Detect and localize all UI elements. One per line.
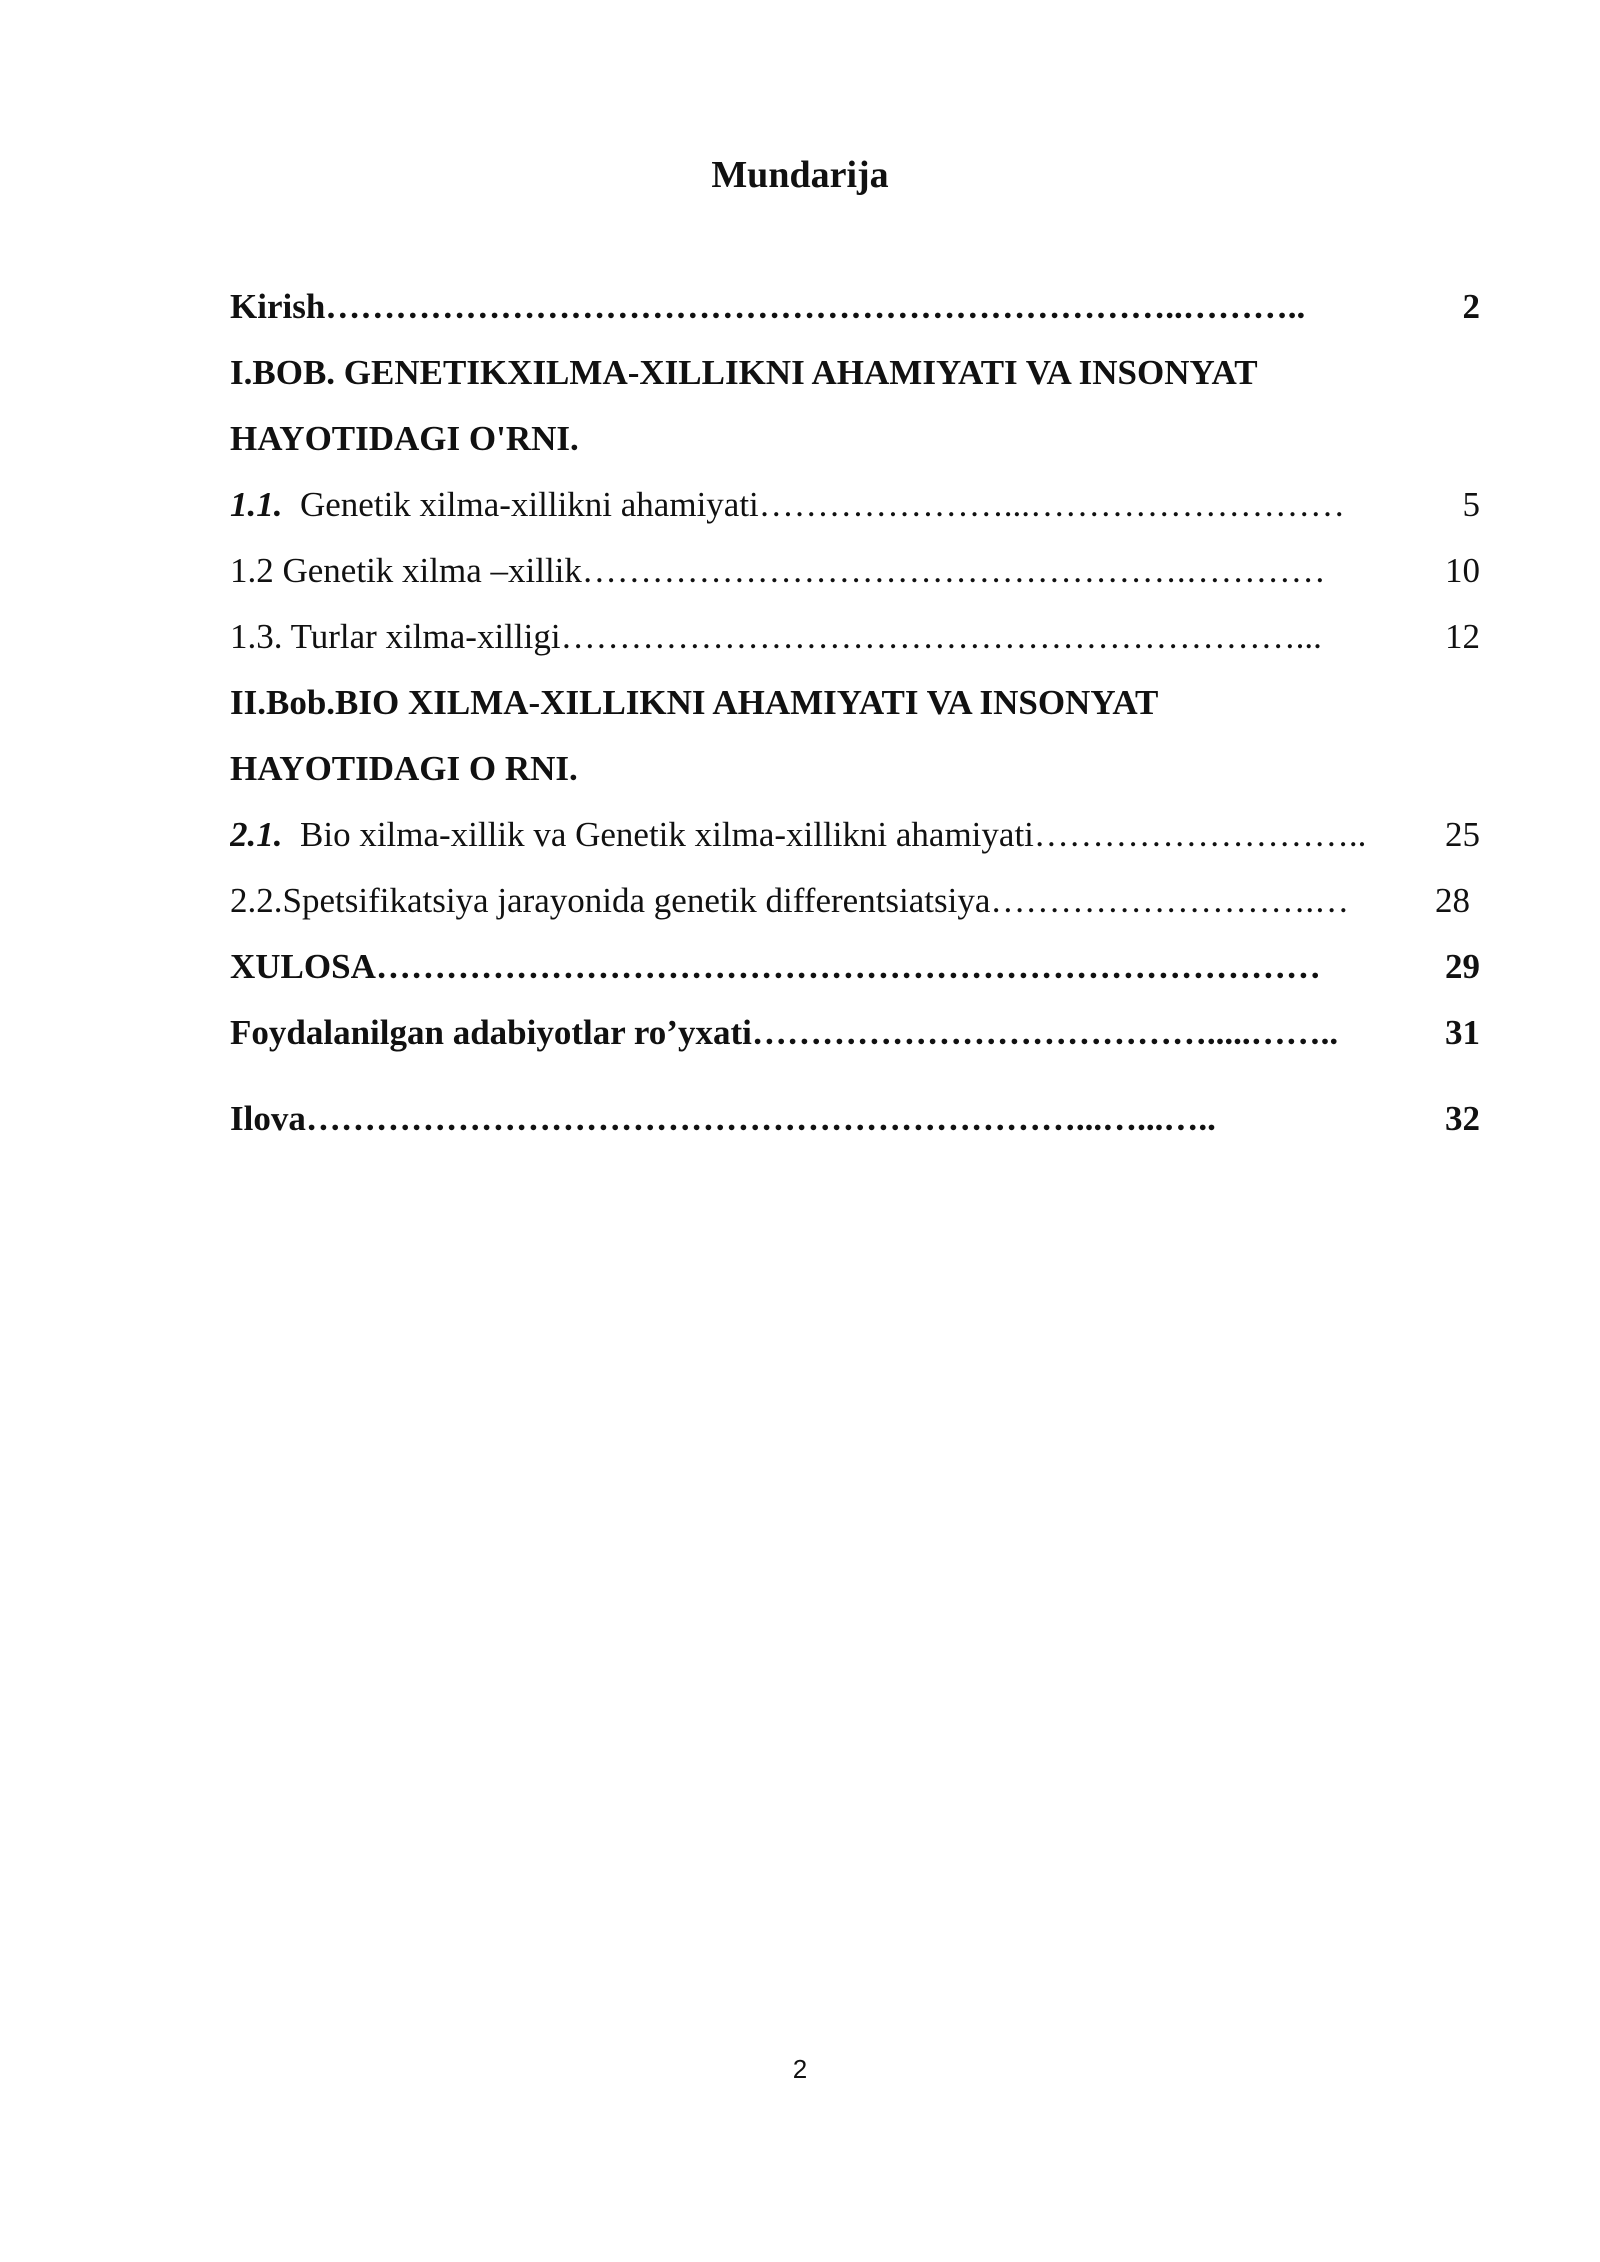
toc-page-number: 31 — [1445, 1013, 1480, 1052]
toc-page-number: 5 — [1462, 485, 1480, 524]
toc-entry-ilova[interactable] — [230, 1094, 1480, 1160]
toc-entry-label: Bio xilma-xillik va Genetik xilma-xillikni ahamiyati — [300, 815, 1034, 854]
toc-leader-dots: ……………………………………………………………………… — [375, 947, 1321, 986]
toc-entry-2-2[interactable] — [230, 876, 1480, 942]
toc-entry-xulosa[interactable] — [230, 942, 1480, 1008]
toc-entry-label: 2.2.Spetsifikatsiya jarayonida genetik differentsiatsiya — [230, 881, 991, 920]
toc-page-number: 12 — [1445, 617, 1480, 656]
toc-leader-dots: ……………………….… — [990, 881, 1350, 920]
toc-page-number: 28 — [1435, 881, 1470, 920]
toc-entry-2-1[interactable] — [230, 810, 1480, 876]
toc-entry-label: I.BOB. GENETIKXILMA-XILLIKNI AHAMIYATI VA INSONYAT — [230, 353, 1258, 392]
toc-page-number: 29 — [1445, 947, 1480, 986]
toc-entry-label: Ilova — [230, 1099, 306, 1138]
toc-chapter-2-heading-cont — [230, 744, 1480, 810]
toc-entry-label: HAYOTIDAGI O RNI. — [230, 749, 578, 788]
toc-leader-dots: …………………………………………………………...…...….. — [305, 1099, 1216, 1138]
toc-leader-dots: ……………………….. — [1033, 815, 1367, 854]
toc-entry-label: HAYOTIDAGI O'RNI. — [230, 419, 579, 458]
toc-chapter-2-heading[interactable] — [230, 678, 1480, 744]
toc-chapter-1-heading-cont — [230, 414, 1480, 480]
toc-entry-label: II.Bob.BIO XILMA-XILLIKNI AHAMIYATI VA INSONYAT — [230, 683, 1159, 722]
toc-leader-dots: ………………………………………………………... — [560, 617, 1322, 656]
toc-entry-label: XULOSA — [230, 947, 376, 986]
toc-entry-label: Kirish — [230, 287, 326, 326]
toc-entry-1-1[interactable] — [230, 480, 1480, 546]
toc-section-number: 2.1. — [230, 815, 283, 854]
toc-entry-label: 1.3. Turlar xilma-xilligi — [230, 617, 561, 656]
table-of-contents — [230, 282, 1480, 1160]
toc-chapter-1-heading[interactable] — [230, 348, 1480, 414]
toc-page-number: 2 — [1462, 287, 1480, 326]
toc-entry-references[interactable] — [230, 1008, 1480, 1074]
toc-entry-label: Genetik xilma-xillikni ahamiyati — [300, 485, 759, 524]
toc-entry-1-2[interactable] — [230, 546, 1480, 612]
toc-leader-dots: …………………...……………………… — [758, 485, 1346, 524]
toc-page-number: 32 — [1445, 1099, 1480, 1138]
toc-entry-kirish[interactable] — [230, 282, 1480, 348]
toc-entry-label: Foydalanilgan adabiyotlar ro’yxati — [230, 1013, 752, 1052]
toc-page-number: 25 — [1445, 815, 1480, 854]
toc-leader-dots: ………………………………………………………………..……….. — [325, 287, 1306, 326]
toc-entry-1-3[interactable] — [230, 612, 1480, 678]
toc-leader-dots: …………………………………………….………… — [581, 551, 1326, 590]
page-number-footer: 2 — [792, 2054, 808, 2084]
toc-leader-dots: ………………………………….....…….. — [751, 1013, 1339, 1052]
toc-heading: Mundarija — [711, 154, 889, 196]
toc-page-number: 10 — [1445, 551, 1480, 590]
toc-section-number: 1.1. — [230, 485, 283, 524]
toc-entry-label: 1.2 Genetik xilma –xillik — [230, 551, 582, 590]
